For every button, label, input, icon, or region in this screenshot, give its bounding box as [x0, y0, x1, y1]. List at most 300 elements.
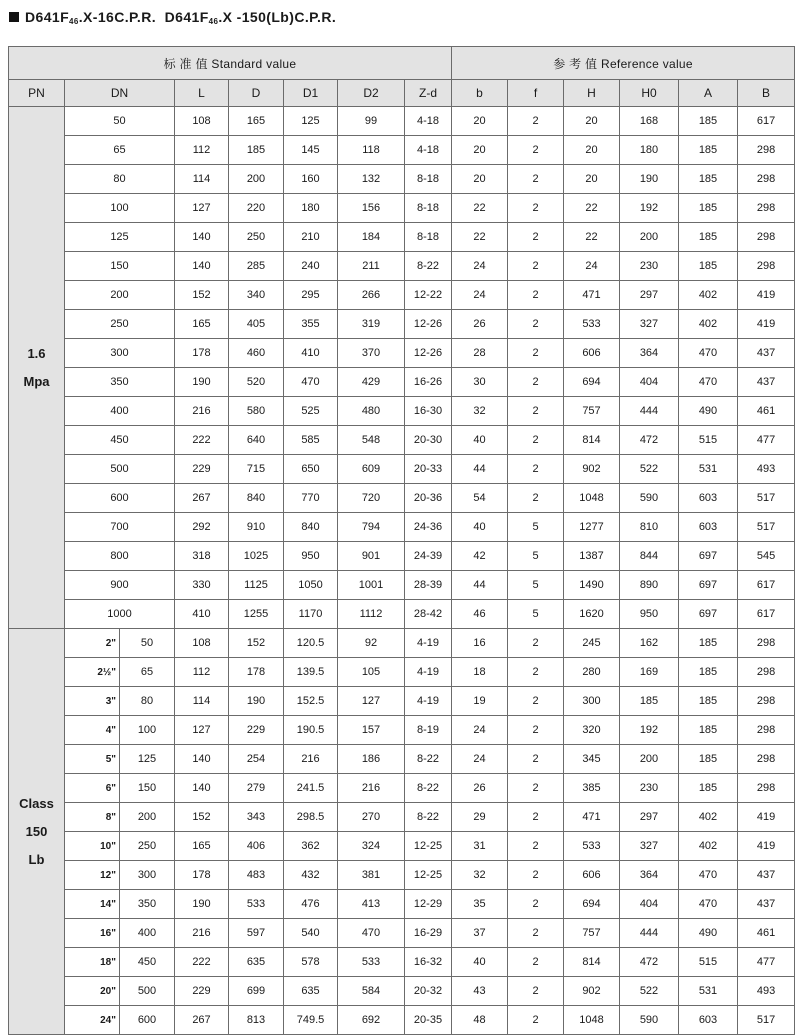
dn-cell: 700 [65, 513, 175, 542]
h0-cell: 364 [620, 861, 679, 890]
d2-cell: 127 [338, 687, 405, 716]
z-d-cell: 20-33 [405, 455, 452, 484]
d1-cell: 190.5 [284, 716, 338, 745]
d1-cell: 770 [284, 484, 338, 513]
model-suffix-2: .X -150(Lb)C.P.R. [218, 9, 337, 25]
dn-inch-cell [65, 832, 120, 861]
table-row [9, 455, 795, 484]
model-suffix-1: .X-16C.P.R. [78, 9, 157, 25]
d2-cell: 413 [338, 890, 405, 919]
l-cell: 229 [175, 455, 229, 484]
document-title [9, 6, 336, 28]
h0-cell: 844 [620, 542, 679, 571]
column-header-z-d: Z-d [405, 80, 452, 107]
l-cell: 222 [175, 948, 229, 977]
f-cell: 2 [508, 832, 564, 861]
a-cell: 402 [679, 281, 738, 310]
b-cell: 29 [452, 803, 508, 832]
l-cell: 140 [175, 774, 229, 803]
l-cell: 330 [175, 571, 229, 600]
d-cell: 178 [229, 658, 284, 687]
f-cell: 2 [508, 281, 564, 310]
d2-cell: 319 [338, 310, 405, 339]
a-cell: 470 [679, 861, 738, 890]
z-d-cell: 8-18 [405, 223, 452, 252]
b-ref-cell: 517 [738, 513, 795, 542]
model-subscript-2: 46 [208, 17, 219, 26]
d2-cell: 381 [338, 861, 405, 890]
table-row [9, 716, 795, 745]
h-cell: 606 [564, 339, 620, 368]
l-cell: 190 [175, 368, 229, 397]
dn-mm-cell: 80 [120, 687, 175, 716]
z-d-cell: 12-26 [405, 310, 452, 339]
a-cell: 697 [679, 571, 738, 600]
table-row [9, 861, 795, 890]
d1-cell: 432 [284, 861, 338, 890]
z-d-cell: 28-39 [405, 571, 452, 600]
h0-cell: 327 [620, 310, 679, 339]
table-row [9, 513, 795, 542]
b-ref-cell: 437 [738, 339, 795, 368]
h0-cell: 200 [620, 223, 679, 252]
pn-class-label: Class [19, 795, 54, 811]
a-cell: 185 [679, 165, 738, 194]
dn-inch-label: 2½" [97, 666, 116, 678]
z-d-cell: 24-39 [405, 542, 452, 571]
dn-mm-cell: 400 [120, 919, 175, 948]
dn-mm-cell: 500 [120, 977, 175, 1006]
dn-cell: 350 [65, 368, 175, 397]
h-cell: 902 [564, 977, 620, 1006]
a-cell: 185 [679, 658, 738, 687]
z-d-cell: 12-26 [405, 339, 452, 368]
dn-inch-cell [65, 774, 120, 803]
d1-cell: 950 [284, 542, 338, 571]
dn-mm-cell: 450 [120, 948, 175, 977]
d-cell: 185 [229, 136, 284, 165]
d-cell: 460 [229, 339, 284, 368]
b-ref-cell: 437 [738, 861, 795, 890]
z-d-cell: 4-19 [405, 687, 452, 716]
z-d-cell: 20-35 [405, 1006, 452, 1035]
b-ref-cell: 461 [738, 397, 795, 426]
d2-cell: 584 [338, 977, 405, 1006]
dn-inch-cell [65, 1006, 120, 1035]
dn-cell: 80 [65, 165, 175, 194]
d-cell: 910 [229, 513, 284, 542]
model-name-1: D641F [25, 9, 70, 25]
d1-cell: 540 [284, 919, 338, 948]
d1-cell: 216 [284, 745, 338, 774]
b-ref-cell: 298 [738, 165, 795, 194]
f-cell: 2 [508, 368, 564, 397]
d1-cell: 241.5 [284, 774, 338, 803]
dn-inch-label: 16" [100, 927, 116, 939]
dn-inch-cell [65, 803, 120, 832]
l-cell: 165 [175, 310, 229, 339]
d2-cell: 720 [338, 484, 405, 513]
h-cell: 814 [564, 426, 620, 455]
dn-inch-label: 24" [100, 1014, 116, 1026]
h-cell: 1490 [564, 571, 620, 600]
z-d-cell: 24-36 [405, 513, 452, 542]
dn-cell: 500 [65, 455, 175, 484]
z-d-cell: 12-29 [405, 890, 452, 919]
dn-inch-cell [65, 745, 120, 774]
l-cell: 114 [175, 687, 229, 716]
d1-cell: 476 [284, 890, 338, 919]
b-ref-cell: 298 [738, 745, 795, 774]
f-cell: 2 [508, 948, 564, 977]
column-header-dn: DN [65, 80, 175, 107]
l-cell: 112 [175, 658, 229, 687]
d-cell: 200 [229, 165, 284, 194]
h-cell: 245 [564, 629, 620, 658]
f-cell: 2 [508, 977, 564, 1006]
reference-value-header: 参 考 值 Reference value [452, 47, 795, 80]
b-cell: 44 [452, 571, 508, 600]
b-ref-cell: 298 [738, 136, 795, 165]
b-cell: 30 [452, 368, 508, 397]
table-row [9, 745, 795, 774]
a-cell: 185 [679, 223, 738, 252]
d-cell: 520 [229, 368, 284, 397]
d2-cell: 118 [338, 136, 405, 165]
f-cell: 2 [508, 861, 564, 890]
a-cell: 185 [679, 687, 738, 716]
h-cell: 1277 [564, 513, 620, 542]
column-header-a: A [679, 80, 738, 107]
l-cell: 127 [175, 194, 229, 223]
d1-cell: 840 [284, 513, 338, 542]
table-row [9, 484, 795, 513]
d1-cell: 210 [284, 223, 338, 252]
a-cell: 531 [679, 977, 738, 1006]
h0-cell: 404 [620, 890, 679, 919]
l-cell: 108 [175, 629, 229, 658]
d2-cell: 1001 [338, 571, 405, 600]
d1-cell: 749.5 [284, 1006, 338, 1035]
h-cell: 345 [564, 745, 620, 774]
b-cell: 31 [452, 832, 508, 861]
dn-inch-label: 10" [100, 840, 116, 852]
h0-cell: 810 [620, 513, 679, 542]
d-cell: 1025 [229, 542, 284, 571]
a-cell: 402 [679, 310, 738, 339]
d2-cell: 548 [338, 426, 405, 455]
d1-cell: 180 [284, 194, 338, 223]
f-cell: 2 [508, 252, 564, 281]
d1-cell: 355 [284, 310, 338, 339]
a-cell: 603 [679, 1006, 738, 1035]
column-header-h: H [564, 80, 620, 107]
table-row [9, 687, 795, 716]
dn-mm-cell: 125 [120, 745, 175, 774]
h0-cell: 192 [620, 716, 679, 745]
h0-cell: 444 [620, 919, 679, 948]
d1-cell: 1170 [284, 600, 338, 629]
l-cell: 152 [175, 281, 229, 310]
table-row [9, 165, 795, 194]
h0-cell: 590 [620, 1006, 679, 1035]
z-d-cell: 12-25 [405, 832, 452, 861]
column-header-l: L [175, 80, 229, 107]
pn-value: 1.6 [27, 345, 46, 361]
h0-cell: 192 [620, 194, 679, 223]
f-cell: 2 [508, 919, 564, 948]
h0-cell: 472 [620, 948, 679, 977]
f-cell: 2 [508, 426, 564, 455]
table-row [9, 600, 795, 629]
table-row [9, 426, 795, 455]
b-cell: 42 [452, 542, 508, 571]
b-ref-cell: 298 [738, 194, 795, 223]
f-cell: 2 [508, 774, 564, 803]
f-cell: 2 [508, 803, 564, 832]
h0-cell: 162 [620, 629, 679, 658]
table-row [9, 919, 795, 948]
dn-cell: 150 [65, 252, 175, 281]
z-d-cell: 4-19 [405, 658, 452, 687]
a-cell: 603 [679, 484, 738, 513]
b-ref-cell: 477 [738, 948, 795, 977]
dn-inch-label: 6" [105, 782, 116, 794]
d1-cell: 295 [284, 281, 338, 310]
h0-cell: 297 [620, 281, 679, 310]
l-cell: 222 [175, 426, 229, 455]
d1-cell: 650 [284, 455, 338, 484]
a-cell: 490 [679, 919, 738, 948]
d2-cell: 157 [338, 716, 405, 745]
d-cell: 254 [229, 745, 284, 774]
b-cell: 20 [452, 107, 508, 136]
a-cell: 185 [679, 136, 738, 165]
dn-inch-cell [65, 716, 120, 745]
b-ref-cell: 617 [738, 571, 795, 600]
column-header-pn: PN [9, 80, 65, 107]
d-cell: 340 [229, 281, 284, 310]
l-cell: 140 [175, 745, 229, 774]
l-cell: 178 [175, 339, 229, 368]
h-cell: 757 [564, 919, 620, 948]
table-row [9, 774, 795, 803]
dn-inch-label: 14" [100, 898, 116, 910]
b-cell: 43 [452, 977, 508, 1006]
d2-cell: 470 [338, 919, 405, 948]
a-cell: 185 [679, 774, 738, 803]
a-cell: 185 [679, 745, 738, 774]
table-row [9, 803, 795, 832]
table-row [9, 832, 795, 861]
d-cell: 533 [229, 890, 284, 919]
z-d-cell: 20-36 [405, 484, 452, 513]
b-cell: 22 [452, 194, 508, 223]
d1-cell: 160 [284, 165, 338, 194]
dn-mm-cell: 100 [120, 716, 175, 745]
a-cell: 402 [679, 803, 738, 832]
d2-cell: 324 [338, 832, 405, 861]
dn-mm-cell: 50 [120, 629, 175, 658]
h0-cell: 190 [620, 165, 679, 194]
h-cell: 606 [564, 861, 620, 890]
b-cell: 20 [452, 165, 508, 194]
d2-cell: 266 [338, 281, 405, 310]
b-ref-cell: 298 [738, 774, 795, 803]
z-d-cell: 16-26 [405, 368, 452, 397]
table-row [9, 948, 795, 977]
d-cell: 250 [229, 223, 284, 252]
b-cell: 19 [452, 687, 508, 716]
d2-cell: 186 [338, 745, 405, 774]
table-row [9, 571, 795, 600]
h0-cell: 590 [620, 484, 679, 513]
z-d-cell: 8-22 [405, 252, 452, 281]
table-row [9, 281, 795, 310]
a-cell: 515 [679, 426, 738, 455]
b-ref-cell: 461 [738, 919, 795, 948]
d-cell: 580 [229, 397, 284, 426]
l-cell: 112 [175, 136, 229, 165]
l-cell: 267 [175, 1006, 229, 1035]
dn-cell: 400 [65, 397, 175, 426]
f-cell: 2 [508, 194, 564, 223]
h0-cell: 522 [620, 455, 679, 484]
table-row [9, 397, 795, 426]
h0-cell: 230 [620, 252, 679, 281]
dn-cell: 800 [65, 542, 175, 571]
b-ref-cell: 298 [738, 687, 795, 716]
b-cell: 48 [452, 1006, 508, 1035]
h-cell: 757 [564, 397, 620, 426]
table-row [9, 339, 795, 368]
table-row [9, 658, 795, 687]
d-cell: 229 [229, 716, 284, 745]
b-ref-cell: 517 [738, 484, 795, 513]
z-d-cell: 20-30 [405, 426, 452, 455]
b-cell: 26 [452, 310, 508, 339]
table-row [9, 542, 795, 571]
a-cell: 185 [679, 629, 738, 658]
b-cell: 44 [452, 455, 508, 484]
h0-cell: 185 [620, 687, 679, 716]
dn-inch-label: 2" [105, 637, 116, 649]
b-ref-cell: 493 [738, 455, 795, 484]
d2-cell: 211 [338, 252, 405, 281]
column-header-d1: D1 [284, 80, 338, 107]
b-ref-cell: 298 [738, 629, 795, 658]
d-cell: 1255 [229, 600, 284, 629]
b-cell: 46 [452, 600, 508, 629]
d2-cell: 216 [338, 774, 405, 803]
model-name-2: D641F [164, 9, 209, 25]
b-ref-cell: 419 [738, 803, 795, 832]
f-cell: 2 [508, 136, 564, 165]
a-cell: 470 [679, 890, 738, 919]
b-cell: 24 [452, 716, 508, 745]
b-cell: 26 [452, 774, 508, 803]
h0-cell: 200 [620, 745, 679, 774]
d1-cell: 145 [284, 136, 338, 165]
h-cell: 694 [564, 368, 620, 397]
h0-cell: 890 [620, 571, 679, 600]
h-cell: 1620 [564, 600, 620, 629]
z-d-cell: 4-18 [405, 136, 452, 165]
d-cell: 640 [229, 426, 284, 455]
h-cell: 22 [564, 194, 620, 223]
z-d-cell: 8-18 [405, 194, 452, 223]
pn-unit: Mpa [23, 373, 50, 389]
z-d-cell: 16-32 [405, 948, 452, 977]
dn-cell: 1000 [65, 600, 175, 629]
a-cell: 185 [679, 107, 738, 136]
h0-cell: 297 [620, 803, 679, 832]
d2-cell: 901 [338, 542, 405, 571]
b-cell: 37 [452, 919, 508, 948]
dn-inch-cell [65, 861, 120, 890]
f-cell: 2 [508, 455, 564, 484]
dn-inch-cell [65, 890, 120, 919]
d1-cell: 585 [284, 426, 338, 455]
d-cell: 285 [229, 252, 284, 281]
l-cell: 108 [175, 107, 229, 136]
h-cell: 533 [564, 310, 620, 339]
z-d-cell: 8-22 [405, 774, 452, 803]
d2-cell: 692 [338, 1006, 405, 1035]
d2-cell: 533 [338, 948, 405, 977]
z-d-cell: 8-22 [405, 745, 452, 774]
dn-cell: 100 [65, 194, 175, 223]
b-ref-cell: 437 [738, 368, 795, 397]
dn-cell: 300 [65, 339, 175, 368]
h-cell: 902 [564, 455, 620, 484]
pn-class-unit: Lb [28, 851, 45, 867]
h0-cell: 180 [620, 136, 679, 165]
h-cell: 20 [564, 165, 620, 194]
b-ref-cell: 493 [738, 977, 795, 1006]
d2-cell: 370 [338, 339, 405, 368]
table-row [9, 223, 795, 252]
h0-cell: 950 [620, 600, 679, 629]
l-cell: 127 [175, 716, 229, 745]
d1-cell: 1050 [284, 571, 338, 600]
l-cell: 216 [175, 919, 229, 948]
f-cell: 2 [508, 339, 564, 368]
h-cell: 1048 [564, 484, 620, 513]
f-cell: 2 [508, 658, 564, 687]
z-d-cell: 28-42 [405, 600, 452, 629]
d2-cell: 92 [338, 629, 405, 658]
l-cell: 410 [175, 600, 229, 629]
f-cell: 5 [508, 542, 564, 571]
d2-cell: 270 [338, 803, 405, 832]
d-cell: 813 [229, 1006, 284, 1035]
f-cell: 2 [508, 397, 564, 426]
b-ref-cell: 617 [738, 107, 795, 136]
dn-inch-cell [65, 919, 120, 948]
f-cell: 2 [508, 890, 564, 919]
header-row-groups [9, 47, 795, 80]
b-cell: 32 [452, 861, 508, 890]
dn-inch-label: 8" [105, 811, 116, 823]
d1-cell: 125 [284, 107, 338, 136]
d-cell: 483 [229, 861, 284, 890]
h-cell: 1387 [564, 542, 620, 571]
dn-mm-cell: 350 [120, 890, 175, 919]
d-cell: 190 [229, 687, 284, 716]
table-row [9, 107, 795, 136]
f-cell: 2 [508, 745, 564, 774]
